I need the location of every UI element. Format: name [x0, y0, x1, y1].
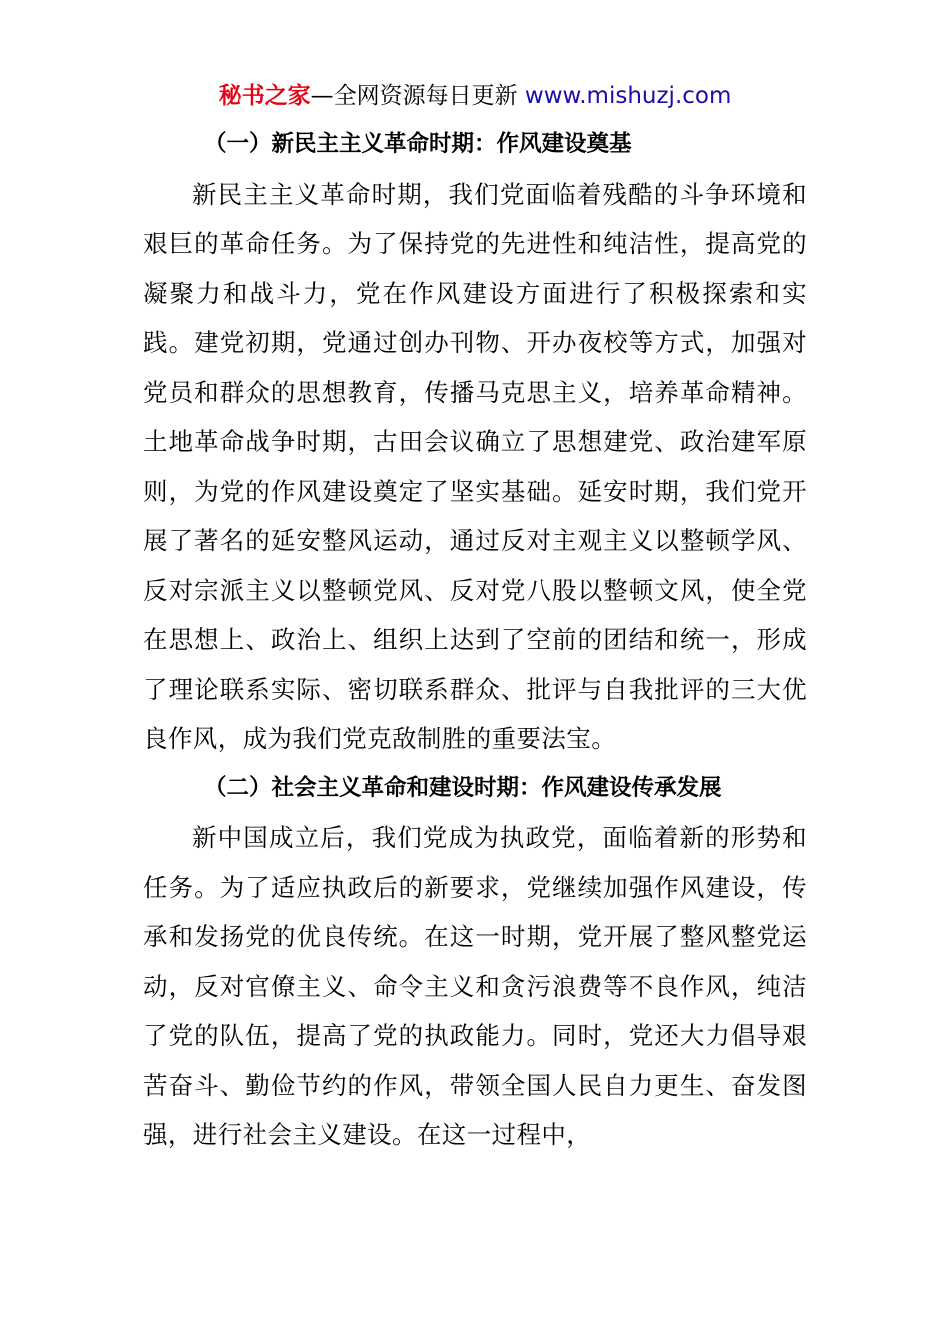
site-tagline: —全网资源每日更新: [310, 83, 525, 109]
site-brand: 秘书之家: [218, 83, 311, 109]
document-body: [143, 120, 807, 1160]
section-paragraph-2: 新中国成立后，我们党成为执政党，面临着新的形势和任务。为了适应执政后的新要求，党继续加强作风建设，传承和发扬党的优良传统。在这一时期，党开展了整风整党运动，反对官僚主义、命令主义和贪污浪费等不良作风，纯洁了党的队伍，提高了党的执政能力。同时，党还大力倡导艰苦奋斗、勤俭节约的作风，带领全国人民自力更生、奋发图强，进行社会主义建设。在这一过程中，: [143, 823, 807, 1149]
section-heading-1: （一）新民主主义革命时期：作风建设奠基: [204, 131, 632, 157]
site-header: [0, 78, 950, 114]
section-heading-2: （二）社会主义革命和建设时期：作风建设传承发展: [204, 774, 722, 801]
section-paragraph-1: 新民主主义革命时期，我们党面临着残酷的斗争环境和艰巨的革命任务。为了保持党的先进性和纯洁性，提高党的凝聚力和战斗力，党在作风建设方面进行了积极探索和实践。建党初期，党通过创办刊物、开办夜校等方式，加强对党员和群众的思想教育，传播马克思主义，培养革命精神。土地革命战争时期，古田会议确立了思想建党、政治建军原则，为党的作风建设奠定了坚实基础。延安时期，我们党开展了著名的延安整风运动，通过反对主观主义以整顿学风、反对宗派主义以整顿党风、反对党八股以整顿文风，使全党在思想上、政治上、组织上达到了空前的团结和统一，形成了理论联系实际、密切联系群众、批评与自我批评的三大优良作风，成为我们党克敌制胜的重要法宝。: [143, 179, 807, 753]
site-url-link[interactable]: www.mishuzj.com: [524, 83, 732, 109]
